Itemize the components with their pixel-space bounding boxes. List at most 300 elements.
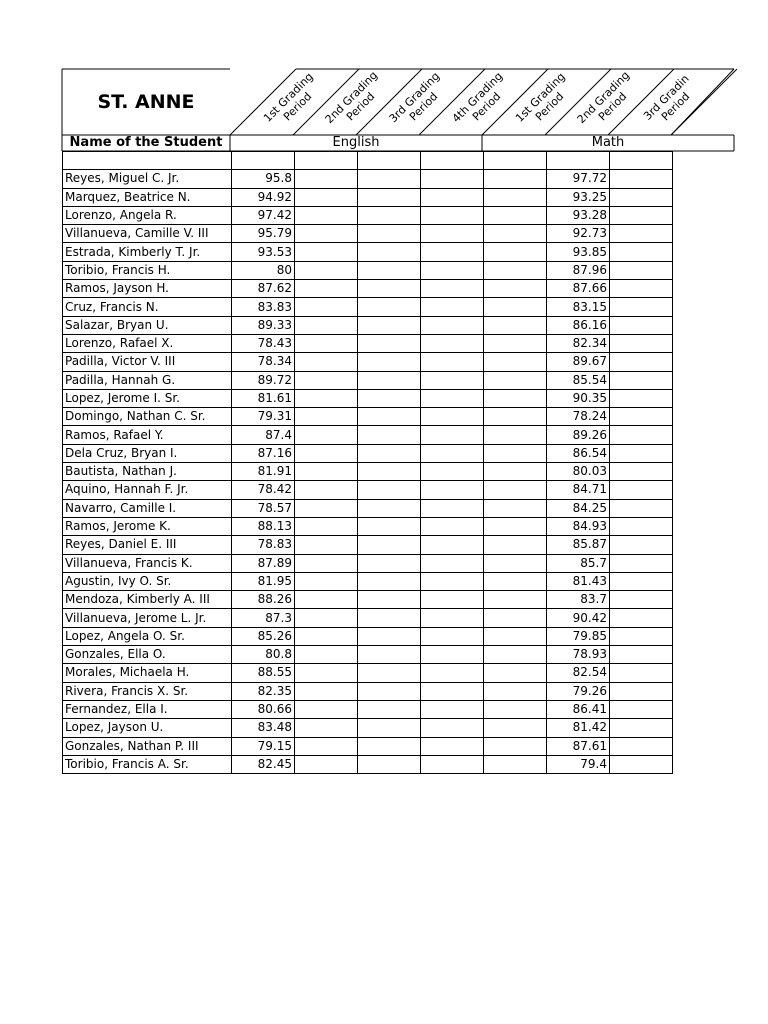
english-q4-cell[interactable]	[421, 444, 484, 462]
english-q2-cell[interactable]	[295, 353, 358, 371]
english-q3-cell[interactable]	[358, 499, 421, 517]
english-q3-cell[interactable]	[358, 554, 421, 572]
english-q2-cell[interactable]	[295, 719, 358, 737]
math-q2-cell[interactable]: 90.42	[547, 609, 610, 627]
math-q2-cell[interactable]: 81.42	[547, 719, 610, 737]
math-q2-cell[interactable]: 83.7	[547, 591, 610, 609]
student-name-cell[interactable]: Aquino, Hannah F. Jr.	[63, 481, 232, 499]
math-q3-cell[interactable]	[610, 682, 673, 700]
english-q1-cell[interactable]: 88.55	[232, 664, 295, 682]
math-q3-cell[interactable]	[610, 316, 673, 334]
grade-cell[interactable]	[547, 152, 610, 170]
english-q3-cell[interactable]	[358, 444, 421, 462]
math-q1-cell[interactable]	[484, 261, 547, 279]
english-q3-cell[interactable]	[358, 426, 421, 444]
math-q3-cell[interactable]	[610, 627, 673, 645]
grade-cell[interactable]	[358, 152, 421, 170]
table-row	[63, 334, 673, 352]
english-q4-cell[interactable]	[421, 408, 484, 426]
english-q2-cell[interactable]	[295, 243, 358, 261]
english-q1-cell[interactable]: 95.8	[232, 170, 295, 188]
student-name-cell[interactable]: Lopez, Jerome I. Sr.	[63, 389, 232, 407]
student-name-cell[interactable]: Gonzales, Nathan P. III	[63, 737, 232, 755]
student-name-cell[interactable]: Reyes, Daniel E. III	[63, 536, 232, 554]
student-name-cell[interactable]: Reyes, Miguel C. Jr.	[63, 170, 232, 188]
table-row	[63, 463, 673, 481]
english-q1-cell[interactable]: 87.89	[232, 554, 295, 572]
english-q3-cell[interactable]	[358, 170, 421, 188]
english-q4-cell[interactable]	[421, 280, 484, 298]
math-q3-cell[interactable]	[610, 206, 673, 224]
student-name-cell[interactable]: Bautista, Nathan J.	[63, 463, 232, 481]
english-q3-cell[interactable]	[358, 353, 421, 371]
english-q1-cell[interactable]: 87.4	[232, 426, 295, 444]
table-row	[63, 206, 673, 224]
english-q3-cell[interactable]	[358, 536, 421, 554]
english-q4-cell[interactable]	[421, 591, 484, 609]
math-q3-cell[interactable]	[610, 755, 673, 773]
math-q3-cell[interactable]	[610, 737, 673, 755]
table-row	[63, 188, 673, 206]
english-q2-cell[interactable]	[295, 627, 358, 645]
math-q3-cell[interactable]	[610, 444, 673, 462]
math-q1-cell[interactable]	[484, 206, 547, 224]
student-name-cell[interactable]: Salazar, Bryan U.	[63, 316, 232, 334]
english-q4-cell[interactable]	[421, 554, 484, 572]
english-q4-cell[interactable]	[421, 426, 484, 444]
math-q2-cell[interactable]: 89.26	[547, 426, 610, 444]
math-q2-cell[interactable]: 93.25	[547, 188, 610, 206]
math-q1-cell[interactable]	[484, 700, 547, 718]
math-q1-cell[interactable]	[484, 408, 547, 426]
english-q4-cell[interactable]	[421, 682, 484, 700]
math-q2-cell[interactable]: 87.66	[547, 280, 610, 298]
table-row	[63, 755, 673, 773]
english-q3-cell[interactable]	[358, 463, 421, 481]
english-q4-cell[interactable]	[421, 243, 484, 261]
english-q2-cell[interactable]	[295, 316, 358, 334]
math-q3-cell[interactable]	[610, 298, 673, 316]
english-q4-cell[interactable]	[421, 206, 484, 224]
math-q3-cell[interactable]	[610, 536, 673, 554]
english-q2-cell[interactable]	[295, 591, 358, 609]
math-q2-cell[interactable]: 86.54	[547, 444, 610, 462]
student-name-cell[interactable]: Villanueva, Camille V. III	[63, 225, 232, 243]
english-q4-cell[interactable]	[421, 572, 484, 590]
english-q3-cell[interactable]	[358, 572, 421, 590]
english-q4-cell[interactable]	[421, 737, 484, 755]
math-q1-cell[interactable]	[484, 517, 547, 535]
english-q1-cell[interactable]: 80.8	[232, 646, 295, 664]
math-q2-cell[interactable]: 85.7	[547, 554, 610, 572]
english-q1-cell[interactable]: 79.15	[232, 737, 295, 755]
english-q1-cell[interactable]: 94.92	[232, 188, 295, 206]
math-q1-cell[interactable]	[484, 389, 547, 407]
math-q2-cell[interactable]: 84.71	[547, 481, 610, 499]
english-q3-cell[interactable]	[358, 334, 421, 352]
math-q2-cell[interactable]: 93.28	[547, 206, 610, 224]
student-name-cell[interactable]: Villanueva, Jerome L. Jr.	[63, 609, 232, 627]
english-q3-cell[interactable]	[358, 408, 421, 426]
english-q1-cell[interactable]: 78.42	[232, 481, 295, 499]
math-q1-cell[interactable]	[484, 554, 547, 572]
english-q2-cell[interactable]	[295, 371, 358, 389]
math-q1-cell[interactable]	[484, 536, 547, 554]
english-q1-cell[interactable]: 81.91	[232, 463, 295, 481]
math-q3-cell[interactable]	[610, 646, 673, 664]
student-name-cell[interactable]: Lorenzo, Angela R.	[63, 206, 232, 224]
english-q3-cell[interactable]	[358, 225, 421, 243]
english-q1-cell[interactable]: 88.13	[232, 517, 295, 535]
english-q2-cell[interactable]	[295, 682, 358, 700]
english-q4-cell[interactable]	[421, 353, 484, 371]
math-q1-cell[interactable]	[484, 481, 547, 499]
english-q4-cell[interactable]	[421, 225, 484, 243]
english-q2-cell[interactable]	[295, 664, 358, 682]
math-q2-cell[interactable]: 87.96	[547, 261, 610, 279]
math-q1-cell[interactable]	[484, 426, 547, 444]
english-q3-cell[interactable]	[358, 700, 421, 718]
math-q3-cell[interactable]	[610, 554, 673, 572]
english-q1-cell[interactable]: 79.31	[232, 408, 295, 426]
math-q3-cell[interactable]	[610, 719, 673, 737]
english-q3-cell[interactable]	[358, 755, 421, 773]
math-q2-cell[interactable]: 83.15	[547, 298, 610, 316]
math-q2-cell[interactable]: 82.34	[547, 334, 610, 352]
english-q4-cell[interactable]	[421, 481, 484, 499]
math-q1-cell[interactable]	[484, 353, 547, 371]
math-q2-cell[interactable]: 97.72	[547, 170, 610, 188]
grade-cell[interactable]	[421, 152, 484, 170]
table-row	[63, 481, 673, 499]
english-q1-cell[interactable]: 78.83	[232, 536, 295, 554]
english-q1-cell[interactable]: 87.62	[232, 280, 295, 298]
english-q1-cell[interactable]: 78.57	[232, 499, 295, 517]
math-q2-cell[interactable]: 84.25	[547, 499, 610, 517]
english-q3-cell[interactable]	[358, 481, 421, 499]
table-row	[63, 444, 673, 462]
math-q3-cell[interactable]	[610, 243, 673, 261]
english-q3-cell[interactable]	[358, 298, 421, 316]
english-q3-cell[interactable]	[358, 627, 421, 645]
table-row	[63, 225, 673, 243]
english-q4-cell[interactable]	[421, 170, 484, 188]
english-q4-cell[interactable]	[421, 700, 484, 718]
math-q3-cell[interactable]	[610, 463, 673, 481]
math-q3-cell[interactable]	[610, 371, 673, 389]
math-q2-cell[interactable]: 86.16	[547, 316, 610, 334]
period-header-5: 1st Grading Period	[513, 70, 568, 125]
math-q3-cell[interactable]	[610, 517, 673, 535]
math-q3-cell[interactable]	[610, 170, 673, 188]
student-name-cell[interactable]: Lopez, Angela O. Sr.	[63, 627, 232, 645]
english-q2-cell[interactable]	[295, 646, 358, 664]
english-q3-cell[interactable]	[358, 206, 421, 224]
english-q1-cell[interactable]: 89.33	[232, 316, 295, 334]
math-q2-cell[interactable]: 78.93	[547, 646, 610, 664]
student-name-cell[interactable]: Ramos, Rafael Y.	[63, 426, 232, 444]
english-q1-cell[interactable]: 83.48	[232, 719, 295, 737]
math-q2-cell[interactable]: 80.03	[547, 463, 610, 481]
english-q1-cell[interactable]: 81.61	[232, 389, 295, 407]
math-q2-cell[interactable]: 86.41	[547, 700, 610, 718]
english-q2-cell[interactable]	[295, 426, 358, 444]
math-q2-cell[interactable]: 92.73	[547, 225, 610, 243]
math-q3-cell[interactable]	[610, 353, 673, 371]
english-q2-cell[interactable]	[295, 609, 358, 627]
student-name-cell[interactable]: Navarro, Camille I.	[63, 499, 232, 517]
english-q2-cell[interactable]	[295, 225, 358, 243]
period-header-6: 2nd Grading Period	[574, 68, 633, 127]
math-q1-cell[interactable]	[484, 719, 547, 737]
math-q2-cell[interactable]: 90.35	[547, 389, 610, 407]
english-q2-cell[interactable]	[295, 463, 358, 481]
math-q1-cell[interactable]	[484, 664, 547, 682]
period-header-7: 3rd Gradin Period	[641, 72, 693, 124]
english-q4-cell[interactable]	[421, 536, 484, 554]
english-q1-cell[interactable]: 88.26	[232, 591, 295, 609]
english-q2-cell[interactable]	[295, 408, 358, 426]
math-q3-cell[interactable]	[610, 572, 673, 590]
english-q4-cell[interactable]	[421, 755, 484, 773]
table-row	[63, 536, 673, 554]
table-row	[63, 682, 673, 700]
student-name-cell[interactable]: Cruz, Francis N.	[63, 298, 232, 316]
student-name-cell[interactable]: Lopez, Jayson U.	[63, 719, 232, 737]
english-q2-cell[interactable]	[295, 554, 358, 572]
math-q1-cell[interactable]	[484, 280, 547, 298]
grade-cell[interactable]	[610, 152, 673, 170]
english-q1-cell[interactable]: 80.66	[232, 700, 295, 718]
student-name-cell[interactable]: Rivera, Francis X. Sr.	[63, 682, 232, 700]
grade-cell[interactable]	[484, 152, 547, 170]
math-q1-cell[interactable]	[484, 755, 547, 773]
math-q2-cell[interactable]: 89.67	[547, 353, 610, 371]
english-q1-cell[interactable]: 82.45	[232, 755, 295, 773]
student-name-cell[interactable]: Dela Cruz, Bryan I.	[63, 444, 232, 462]
english-q4-cell[interactable]	[421, 371, 484, 389]
table-row	[63, 737, 673, 755]
english-q4-cell[interactable]	[421, 389, 484, 407]
student-name-cell[interactable]: Fernandez, Ella I.	[63, 700, 232, 718]
english-q3-cell[interactable]	[358, 389, 421, 407]
math-q3-cell[interactable]	[610, 664, 673, 682]
math-q2-cell[interactable]: 79.85	[547, 627, 610, 645]
english-q2-cell[interactable]	[295, 536, 358, 554]
math-q1-cell[interactable]	[484, 298, 547, 316]
math-q3-cell[interactable]	[610, 426, 673, 444]
english-q2-cell[interactable]	[295, 572, 358, 590]
math-q1-cell[interactable]	[484, 371, 547, 389]
math-q3-cell[interactable]	[610, 700, 673, 718]
english-q3-cell[interactable]	[358, 609, 421, 627]
math-q2-cell[interactable]: 84.93	[547, 517, 610, 535]
student-name-cell[interactable]: Agustin, Ivy O. Sr.	[63, 572, 232, 590]
english-q1-cell[interactable]: 83.83	[232, 298, 295, 316]
english-q4-cell[interactable]	[421, 719, 484, 737]
english-q2-cell[interactable]	[295, 517, 358, 535]
english-q4-cell[interactable]	[421, 517, 484, 535]
math-q3-cell[interactable]	[610, 499, 673, 517]
english-q4-cell[interactable]	[421, 188, 484, 206]
table-row	[63, 700, 673, 718]
student-name-cell[interactable]: Domingo, Nathan C. Sr.	[63, 408, 232, 426]
grade-cell[interactable]	[232, 152, 295, 170]
english-q1-cell[interactable]: 93.53	[232, 243, 295, 261]
english-q4-cell[interactable]	[421, 627, 484, 645]
name-cell[interactable]	[63, 152, 232, 170]
grade-cell[interactable]	[295, 152, 358, 170]
english-q3-cell[interactable]	[358, 591, 421, 609]
student-name-cell[interactable]: Toribio, Francis A. Sr.	[63, 755, 232, 773]
english-q2-cell[interactable]	[295, 188, 358, 206]
math-q1-cell[interactable]	[484, 225, 547, 243]
english-q4-cell[interactable]	[421, 499, 484, 517]
student-name-cell[interactable]: Ramos, Jerome K.	[63, 517, 232, 535]
english-q2-cell[interactable]	[295, 444, 358, 462]
math-q1-cell[interactable]	[484, 591, 547, 609]
student-name-cell[interactable]: Toribio, Francis H.	[63, 261, 232, 279]
student-name-cell[interactable]: Villanueva, Francis K.	[63, 554, 232, 572]
english-q3-cell[interactable]	[358, 261, 421, 279]
english-q2-cell[interactable]	[295, 481, 358, 499]
english-q4-cell[interactable]	[421, 646, 484, 664]
math-q1-cell[interactable]	[484, 646, 547, 664]
math-q2-cell[interactable]: 78.24	[547, 408, 610, 426]
student-name-cell[interactable]: Padilla, Victor V. III	[63, 353, 232, 371]
table-row	[63, 243, 673, 261]
english-q1-cell[interactable]: 89.72	[232, 371, 295, 389]
student-grade-table	[62, 151, 673, 774]
math-q3-cell[interactable]	[610, 389, 673, 407]
table-row	[63, 316, 673, 334]
math-q3-cell[interactable]	[610, 261, 673, 279]
math-q1-cell[interactable]	[484, 609, 547, 627]
subject-math-header: Math	[591, 135, 625, 150]
english-q4-cell[interactable]	[421, 463, 484, 481]
math-q2-cell[interactable]: 85.87	[547, 536, 610, 554]
math-q3-cell[interactable]	[610, 481, 673, 499]
student-name-cell[interactable]: Gonzales, Ella O.	[63, 646, 232, 664]
student-name-cell[interactable]: Ramos, Jayson H.	[63, 280, 232, 298]
table-row	[63, 298, 673, 316]
english-q3-cell[interactable]	[358, 188, 421, 206]
english-q3-cell[interactable]	[358, 316, 421, 334]
english-q3-cell[interactable]	[358, 371, 421, 389]
english-q4-cell[interactable]	[421, 609, 484, 627]
math-q1-cell[interactable]	[484, 627, 547, 645]
english-q2-cell[interactable]	[295, 298, 358, 316]
english-q3-cell[interactable]	[358, 280, 421, 298]
english-q2-cell[interactable]	[295, 170, 358, 188]
math-q1-cell[interactable]	[484, 444, 547, 462]
english-q3-cell[interactable]	[358, 646, 421, 664]
english-q2-cell[interactable]	[295, 700, 358, 718]
english-q1-cell[interactable]: 81.95	[232, 572, 295, 590]
math-q1-cell[interactable]	[484, 682, 547, 700]
english-q4-cell[interactable]	[421, 316, 484, 334]
english-q4-cell[interactable]	[421, 664, 484, 682]
math-q1-cell[interactable]	[484, 499, 547, 517]
english-q2-cell[interactable]	[295, 280, 358, 298]
math-q1-cell[interactable]	[484, 170, 547, 188]
student-name-cell[interactable]: Mendoza, Kimberly A. III	[63, 591, 232, 609]
subject-english-header: English	[332, 135, 380, 150]
english-q2-cell[interactable]	[295, 261, 358, 279]
english-q3-cell[interactable]	[358, 517, 421, 535]
math-q1-cell[interactable]	[484, 737, 547, 755]
table-row	[63, 517, 673, 535]
english-q1-cell[interactable]: 80	[232, 261, 295, 279]
math-q2-cell[interactable]: 87.61	[547, 737, 610, 755]
student-name-cell[interactable]: Morales, Michaela H.	[63, 664, 232, 682]
english-q3-cell[interactable]	[358, 737, 421, 755]
student-name-cell[interactable]: Marquez, Beatrice N.	[63, 188, 232, 206]
english-q4-cell[interactable]	[421, 334, 484, 352]
student-name-cell[interactable]: Estrada, Kimberly T. Jr.	[63, 243, 232, 261]
math-q3-cell[interactable]	[610, 188, 673, 206]
english-q2-cell[interactable]	[295, 389, 358, 407]
english-q1-cell[interactable]: 87.16	[232, 444, 295, 462]
math-q2-cell[interactable]: 93.85	[547, 243, 610, 261]
student-name-cell[interactable]: Lorenzo, Rafael X.	[63, 334, 232, 352]
math-q3-cell[interactable]	[610, 334, 673, 352]
table-row	[63, 646, 673, 664]
english-q1-cell[interactable]: 78.43	[232, 334, 295, 352]
math-q1-cell[interactable]	[484, 243, 547, 261]
math-q1-cell[interactable]	[484, 316, 547, 334]
english-q4-cell[interactable]	[421, 261, 484, 279]
english-q1-cell[interactable]: 82.35	[232, 682, 295, 700]
period-header-2: 2nd Grading Period	[322, 68, 381, 127]
english-q4-cell[interactable]	[421, 298, 484, 316]
english-q1-cell[interactable]: 97.42	[232, 206, 295, 224]
english-q1-cell[interactable]: 78.34	[232, 353, 295, 371]
period-header-3: 3rd Grading Period	[386, 69, 443, 126]
english-q3-cell[interactable]	[358, 719, 421, 737]
math-q3-cell[interactable]	[610, 225, 673, 243]
math-q2-cell[interactable]: 85.54	[547, 371, 610, 389]
math-q2-cell[interactable]: 81.43	[547, 572, 610, 590]
math-q3-cell[interactable]	[610, 609, 673, 627]
table-row	[63, 280, 673, 298]
english-q2-cell[interactable]	[295, 206, 358, 224]
english-q3-cell[interactable]	[358, 682, 421, 700]
math-q2-cell[interactable]: 79.26	[547, 682, 610, 700]
math-q3-cell[interactable]	[610, 591, 673, 609]
english-q2-cell[interactable]	[295, 499, 358, 517]
table-row	[63, 499, 673, 517]
math-q2-cell[interactable]: 82.54	[547, 664, 610, 682]
student-name-cell[interactable]: Padilla, Hannah G.	[63, 371, 232, 389]
english-q2-cell[interactable]	[295, 334, 358, 352]
math-q1-cell[interactable]	[484, 463, 547, 481]
math-q1-cell[interactable]	[484, 188, 547, 206]
english-q1-cell[interactable]: 95.79	[232, 225, 295, 243]
english-q1-cell[interactable]: 87.3	[232, 609, 295, 627]
math-q3-cell[interactable]	[610, 280, 673, 298]
english-q2-cell[interactable]	[295, 755, 358, 773]
english-q2-cell[interactable]	[295, 737, 358, 755]
english-q3-cell[interactable]	[358, 243, 421, 261]
math-q2-cell[interactable]: 79.4	[547, 755, 610, 773]
math-q3-cell[interactable]	[610, 408, 673, 426]
math-q1-cell[interactable]	[484, 334, 547, 352]
english-q1-cell[interactable]: 85.26	[232, 627, 295, 645]
table-row	[63, 572, 673, 590]
english-q3-cell[interactable]	[358, 664, 421, 682]
math-q1-cell[interactable]	[484, 572, 547, 590]
